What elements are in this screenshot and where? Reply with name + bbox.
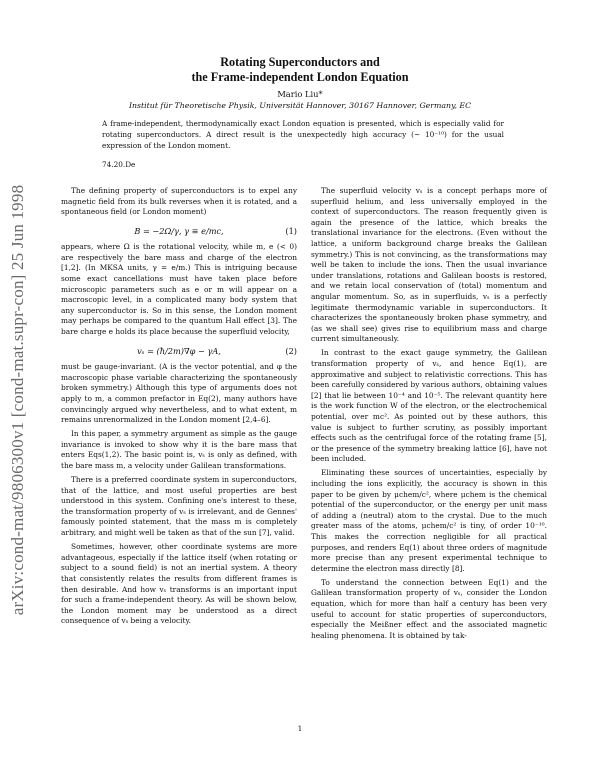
author-name: Mario Liu*: [277, 89, 323, 99]
left-paragraph-5: There is a preferred coordinate system in superconductors, that of the lattice, and most useful properties are best understood in this system. Confining one's interest to these, the transformation property of vₛ is irrelevant, and de Gennes' famously pointed statement, that the mass m is completely arbitrary, and might well be taken as that of the sun [7], valid.: [61, 475, 297, 538]
title-line-2: the Frame-independent London Equation: [191, 69, 409, 84]
paper-title: [0, 55, 600, 84]
author-affiliation: Institut für Theoretische Physik, Universität Hannover, 30167 Hannover, Germany, EC: [128, 101, 472, 110]
arxiv-id-text: arXiv:cond-mat/9806300v1 [cond-mat.supr-con] 25 Jun 1998: [8, 184, 27, 616]
equation-2: [61, 341, 297, 362]
equation-1-number: (1): [285, 226, 297, 237]
right-paragraph-1: The superfluid velocity vₛ is a concept perhaps more of superfluid helium, and less universally employed in the context of superconductors. The reason frequently given is again the presence of the lattice, which breaks the translational invariance for the electrons. (Even without the lattice, a uniform background charge breaks the Galilean symmetry.) This is not convincing, as the transformations may well be taken to include the ions. Then the usual invariance under translations, rotations and Galilean boosts is restored, and we retain local conservation of (total) momentum and angular momentum. So, as in superfluids, vₛ is a perfectly legitimate thermodynamic variable in superconductors. It characterizes the spontaneously broken phase symmetry, and (as we shall see) gives rise to equilibrium mass and charge current simultaneously.: [311, 186, 547, 344]
equation-1: [61, 221, 297, 242]
pacs-number: 74.20.De: [102, 160, 136, 169]
abstract: A frame-independent, thermodynamically exact London equation is presented, which is especially valid for rotating superconductors. A direct result is the unexpectedly high accuracy (~ 10⁻¹⁰) for the usual expression of the London moment.: [102, 119, 504, 150]
right-paragraph-4: To understand the connection between Eq(1) and the Galilean transformation property of vₛ, consider the London equation, which for more than half a century has been very useful to account for static properties of superconductors, especially the Meißner effect and the associated magnetic healing phenomena. It is obtained by tak-: [311, 577, 547, 640]
right-column: [311, 186, 547, 645]
left-paragraph-3: must be gauge-invariant. (A is the vector potential, and φ the macroscopic phase variable characterizing the spontaneously broken symmetry.) Although this type of arguments does not apply to m, a common prefactor in Eq(2), many authors have convincingly argued why nevertheless, and to what extent, m remains unrenormalized in the London moment [2,4–6].: [61, 362, 297, 425]
equation-2-text: vₛ = (ħ/2m)∇φ − γA,: [137, 346, 221, 357]
title-line-1: Rotating Superconductors and: [220, 55, 380, 69]
left-paragraph-2: appears, where Ω is the rotational velocity, while m, e (< 0) are respectively the bare mass and charge of the electron [1,2]. (In MKSA units, γ = e/m.) This is intriguing because some exact cancellations must have taken place before microscopic parameters such as e or m will appear on a macroscopic level, in a complicated many body system that any superconductor is. So in this sense, the London moment may perhaps be compared to the quantum Hall effect [3]. The bare charge e holds its place because the superfluid velocity,: [61, 242, 297, 337]
arxiv-identifier-stamp: [6, 120, 30, 680]
right-paragraph-3: Eliminating these sources of uncertainties, especially by including the ions explicitly, the accuracy is shown in this paper to be given by μchem/c², where μchem is the chemical potential of the superconductor, or the energy per unit mass of adding a (neutral) atom to the crystal. Due to the much greater mass of the atoms, μchem/c² is tiny, of order 10⁻¹⁰. This makes the correction negligible for all practical purposes, and renders Eq(1) about three orders of magnitude more precise than any present experimental technique to determine the electron mass directly [8].: [311, 468, 547, 573]
left-column: [61, 186, 297, 630]
page-number: 1: [297, 724, 303, 733]
left-paragraph-4: In this paper, a symmetry argument as simple as the gauge invariance is invoked to show why it is the bare mass that enters Eqs(1,2). The basic point is, vₛ is only as defined, with the bare mass m, a velocity under Galilean transformations.: [61, 429, 297, 470]
equation-1-text: B = −2Ω/γ, γ ≡ e/mc,: [134, 226, 224, 237]
left-paragraph-6: Sometimes, however, other coordinate systems are more advantageous, especially if the lattice itself (when rotating or subject to a sound field) is not an inertial system. A theory that consistently relates the results from different frames is then desirable. And how vₛ transforms is an important input for such a frame-independent theory. As will be shown below, the London moment may be understood as a direct consequence of vₛ being a velocity.: [61, 542, 297, 626]
equation-2-number: (2): [285, 346, 297, 357]
right-paragraph-2: In contrast to the exact gauge symmetry, the Galilean transformation property of vₛ, and hence Eq(1), are approximative and subject to relativistic corrections. This has been carefully considered by various authors, obtaining values [2] that lie between 10⁻⁴ and 10⁻⁵. The relevant quantity here is the work function W of the electron, or the electrochemical potential, over mc². As pointed out by these authors, this value is subject to further scrutiny, as possibly important effects such as the centrifugal force of the rotating frame [5], or the presence of the symmetry breaking lattice [6], have not been included.: [311, 348, 547, 464]
left-paragraph-1: The defining property of superconductors is to expel any magnetic field from its bulk reverses when it is rotated, and a spontaneous field (or London moment): [61, 186, 297, 217]
